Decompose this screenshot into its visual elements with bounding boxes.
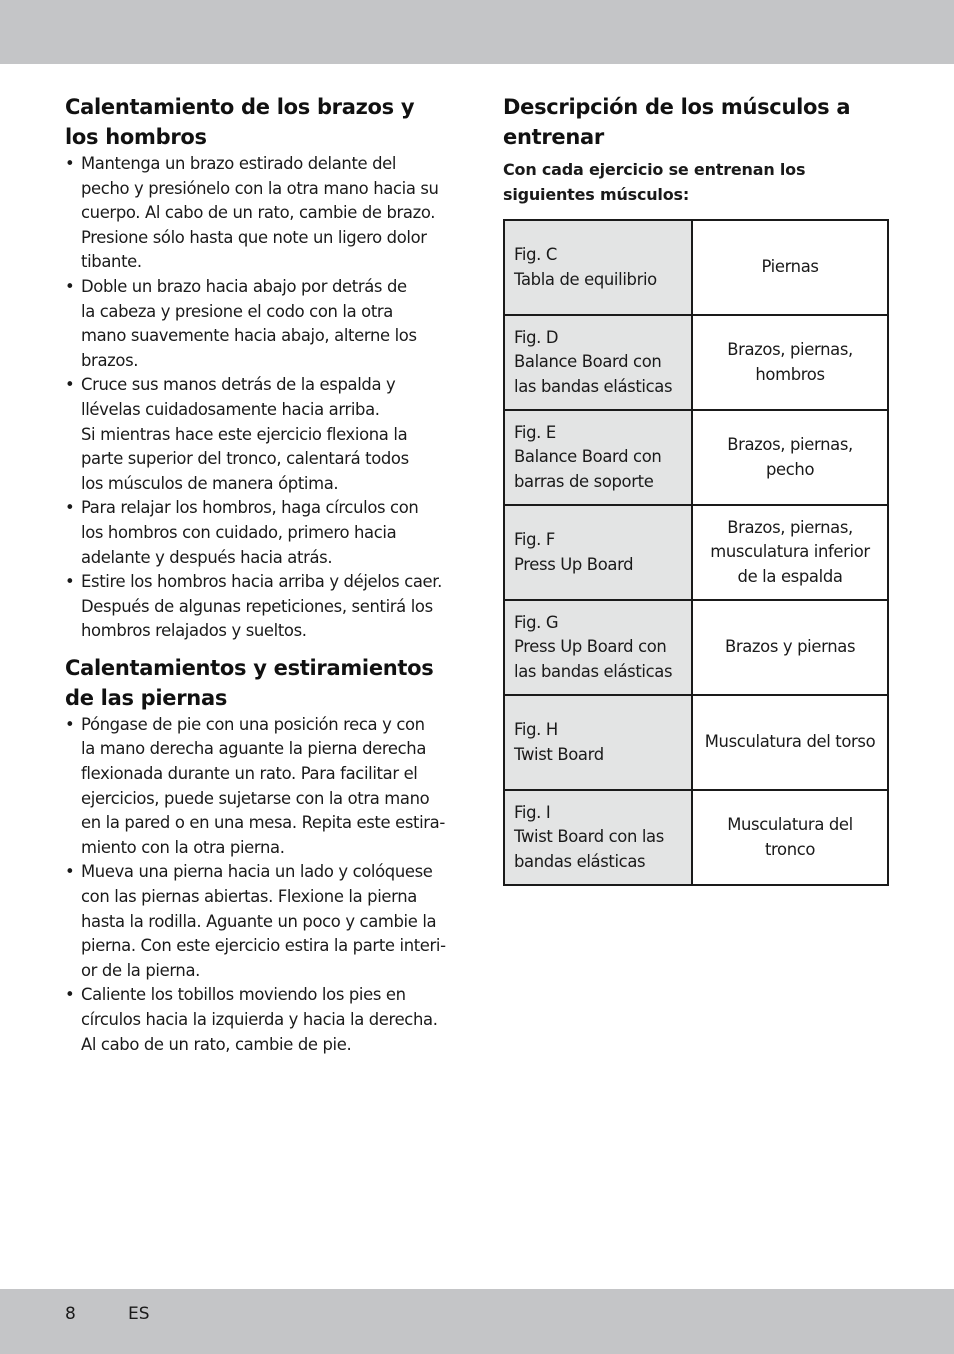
bullet-text-line: brazos. <box>81 350 139 370</box>
bullet-text-line: los hombros con cuidado, primero hacia <box>81 522 397 542</box>
bullet-text-line: hasta la rodilla. Aguante un poco y cambie la <box>81 911 437 931</box>
figure-text-line: bandas elásticas <box>514 851 646 871</box>
bullet-text-line: Para relajar los hombros, haga círculos con <box>81 498 419 518</box>
page-number: 8 <box>65 1304 76 1324</box>
muscles-text-line: Musculatura del <box>727 814 853 834</box>
bullet-text-line: Caliente los tobillos moviendo los pies en <box>81 985 406 1005</box>
left-column <box>65 92 457 1057</box>
header-band <box>0 0 954 64</box>
muscles-table <box>503 219 889 886</box>
bullet-item <box>65 373 457 496</box>
bullet-item <box>65 983 457 1057</box>
bullet-text-line: Póngase de pie con una posición reca y con <box>81 714 425 734</box>
muscles-text-line: Piernas <box>761 257 819 277</box>
table-row <box>504 220 888 315</box>
bullet-text-line: cuerpo. Al cabo de un rato, cambie de brazo. <box>81 203 436 223</box>
muscles-cell <box>692 315 888 410</box>
muscles-text-line: musculatura inferior <box>710 542 870 562</box>
bullet-text-line: llévelas cuidadosamente hacia arriba. <box>81 399 380 419</box>
bullet-text-line: con las piernas abiertas. Flexione la pierna <box>81 887 417 907</box>
figure-cell <box>504 220 692 315</box>
muscles-cell <box>692 695 888 790</box>
bullet-text-line: Presione sólo hasta que note un ligero dolor <box>81 227 427 247</box>
figure-cell <box>504 505 692 600</box>
figure-text-line: Fig. C <box>514 244 557 264</box>
figure-text-line: Press Up Board con <box>514 637 667 657</box>
table-intro: Con cada ejercicio se entrenan los siguientes músculos: <box>503 160 806 204</box>
bullet-dot-icon: • <box>65 572 75 592</box>
muscles-text-line: Brazos, piernas, <box>727 434 853 454</box>
bullet-list-arms-shoulders <box>65 152 457 644</box>
figure-text-line: Balance Board con <box>514 352 662 372</box>
bullet-text-line: mano suavemente hacia abajo, alterne los <box>81 326 417 346</box>
figure-text-line: Twist Board con las <box>514 827 664 847</box>
bullet-item <box>65 570 457 644</box>
muscles-text-line: Brazos, piernas, <box>727 517 853 537</box>
muscles-cell <box>692 220 888 315</box>
bullet-dot-icon: • <box>65 985 75 1005</box>
bullet-text-line: Al cabo de un rato, cambie de pie. <box>81 1034 352 1054</box>
figure-text-line: Fig. D <box>514 327 559 347</box>
bullet-dot-icon: • <box>65 154 75 173</box>
muscles-text-line: Brazos, piernas, <box>727 339 853 359</box>
bullet-text-line: en la pared o en una mesa. Repita este estira- <box>81 813 445 833</box>
bullet-text-line: círculos hacia la izquierda y hacia la derecha. <box>81 1010 438 1029</box>
table-row <box>504 315 888 410</box>
muscles-text-line: pecho <box>765 459 815 479</box>
bullet-text-line: tibante. <box>81 252 142 272</box>
bullet-text-line: parte superior del tronco, calentará todos <box>81 449 409 469</box>
bullet-item <box>65 713 457 861</box>
bullet-dot-icon: • <box>65 276 75 296</box>
figure-text-line: las bandas elásticas <box>514 661 673 681</box>
bullet-text-line: Después de algunas repeticiones, sentirá los <box>81 596 433 616</box>
table-row <box>504 600 888 695</box>
bullet-text-line: Cruce sus manos detrás de la espalda y <box>81 375 396 395</box>
figure-cell <box>504 410 692 505</box>
bullet-dot-icon: • <box>65 498 75 518</box>
figure-text-line: Tabla de equilibrio <box>514 269 657 289</box>
muscles-text-line: de la espalda <box>737 566 843 586</box>
bullet-text-line: miento con la otra pierna. <box>81 837 285 857</box>
table-row <box>504 790 888 885</box>
bullet-text-line: flexionada durante un rato. Para facilitar el <box>81 764 418 784</box>
table-row <box>504 695 888 790</box>
bullet-text-line: or de la pierna. <box>81 960 201 980</box>
muscles-cell <box>692 790 888 885</box>
bullet-dot-icon: • <box>65 862 75 882</box>
muscles-text-line: Brazos y piernas <box>724 637 856 657</box>
section-title-muscles: Descripción de los músculos a entrenar <box>503 95 851 149</box>
bullet-text-line: ejercicios, puede sujetarse con la otra mano <box>81 788 430 808</box>
bullet-text-line: hombros relajados y sueltos. <box>81 621 307 641</box>
figure-text-line: Fig. G <box>514 612 559 632</box>
figure-text-line: Twist Board <box>514 744 604 764</box>
muscles-cell <box>692 600 888 695</box>
figure-cell <box>504 600 692 695</box>
figure-text-line: Fig. I <box>514 802 551 822</box>
bullet-item <box>65 275 457 373</box>
bullet-text-line: Mantenga un brazo estirado delante del <box>81 154 397 173</box>
figure-text-line: barras de soporte <box>514 471 654 491</box>
muscles-cell <box>692 410 888 505</box>
muscles-cell <box>692 505 888 600</box>
bullet-text-line: Si mientras hace este ejercicio flexiona la <box>81 424 408 444</box>
bullet-text-line: pecho y presiónelo con la otra mano hacia su <box>81 178 439 198</box>
bullet-item <box>65 860 457 983</box>
bullet-text-line: adelante y después hacia atrás. <box>81 547 333 567</box>
figure-text-line: Fig. H <box>514 719 558 739</box>
bullet-item <box>65 152 457 275</box>
figure-cell <box>504 695 692 790</box>
muscles-text-line: tronco <box>764 839 816 859</box>
figure-text-line: Fig. F <box>514 529 555 549</box>
bullet-dot-icon: • <box>65 714 75 734</box>
bullet-text-line: Mueva una pierna hacia un lado y colóquese <box>81 862 433 882</box>
bullet-text-line: la cabeza y presione el codo con la otra <box>81 301 394 321</box>
bullet-text-line: Doble un brazo hacia abajo por detrás de <box>81 276 407 296</box>
language-code: ES <box>128 1304 150 1324</box>
muscles-text-line: Musculatura del torso <box>704 732 876 752</box>
figure-cell <box>504 790 692 885</box>
section-title-arms-shoulders: Calentamiento de los brazos y los hombros <box>65 95 415 149</box>
bullet-item <box>65 496 457 570</box>
bullet-list-legs <box>65 713 457 1057</box>
muscles-text-line: hombros <box>755 364 825 384</box>
figure-text-line: Balance Board con <box>514 447 662 467</box>
figure-cell <box>504 315 692 410</box>
table-row <box>504 505 888 600</box>
bullet-text-line: Estire los hombros hacia arriba y déjelos caer. <box>81 572 443 592</box>
figure-text-line: Press Up Board <box>514 554 634 574</box>
figure-text-line: Fig. E <box>514 422 556 442</box>
section-title-legs: Calentamientos y estiramientos de las piernas <box>65 655 434 710</box>
right-column <box>503 92 893 871</box>
bullet-dot-icon: • <box>65 375 75 395</box>
bullet-text-line: la mano derecha aguante la pierna derecha <box>81 739 427 759</box>
figure-text-line: las bandas elásticas <box>514 376 673 396</box>
table-row <box>504 410 888 505</box>
bullet-text-line: pierna. Con este ejercicio estira la parte interi- <box>81 936 446 956</box>
bullet-text-line: los músculos de manera óptima. <box>81 473 339 493</box>
